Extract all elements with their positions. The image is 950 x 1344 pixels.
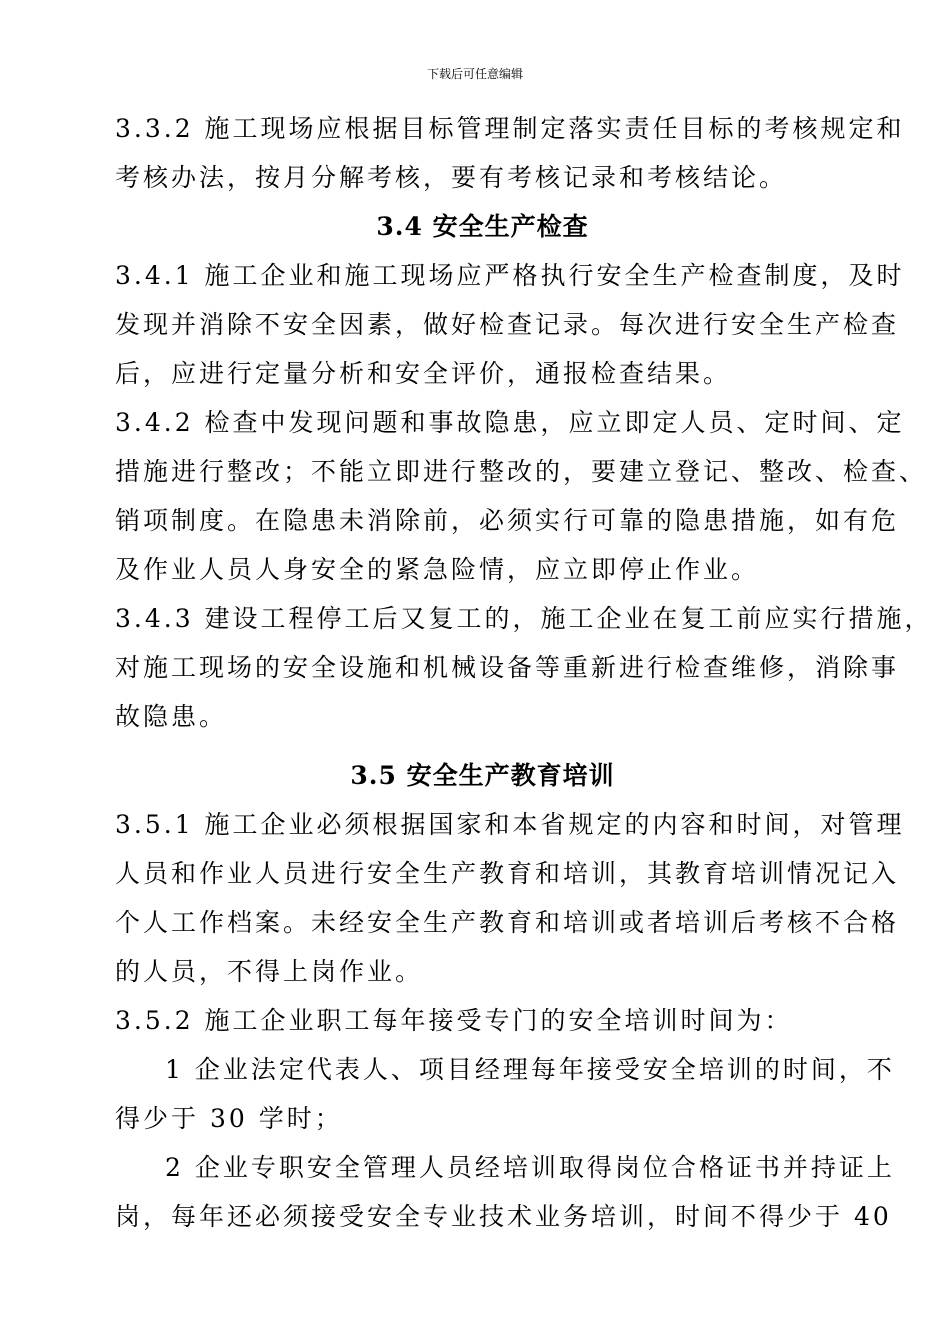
paragraph <box>115 398 928 594</box>
paragraph <box>115 1143 895 1241</box>
paragraph <box>115 996 850 1045</box>
paragraph-line: 3.4.2 检查中发现问题和事故隐患，应立即定人员、定时间、定 <box>115 408 905 437</box>
paragraph-line: 3.4.1 施工企业和施工现场应严格执行安全生产检查制度，及时 <box>115 261 905 290</box>
paragraph-line: 发现并消除不安全因素，做好检查记录。每次进行安全生产检查 <box>115 310 900 339</box>
section-heading: 3.4 安全生产检查 <box>376 212 589 241</box>
paragraph-line: 人员和作业人员进行安全生产教育和培训，其教育培训情况记入 <box>115 859 900 888</box>
paragraph-line: 1 企业法定代表人、项目经理每年接受安全培训的时间，不 <box>165 1055 895 1084</box>
paragraph <box>115 594 933 741</box>
paragraph-line: 得少于 30 学时； <box>115 1104 343 1133</box>
paragraph-line: 3.4.3 建设工程停工后又复工的，施工企业在复工前应实行措施， <box>115 604 933 633</box>
paragraph-line: 后，应进行定量分析和安全评价，通报检查结果。 <box>115 359 732 388</box>
paragraph-line: 3.5.1 施工企业必须根据国家和本省规定的内容和时间，对管理 <box>115 810 905 839</box>
paragraph-line: 岗，每年还必须接受安全专业技术业务培训，时间不得少于 40 <box>115 1202 892 1231</box>
paragraph-line: 故隐患。 <box>115 702 228 731</box>
paragraph <box>115 800 905 996</box>
paragraph-line: 2 企业专职安全管理人员经培训取得岗位合格证书并持证上 <box>165 1153 895 1182</box>
paragraph-line: 3.3.2 施工现场应根据目标管理制定落实责任目标的考核规定和 <box>115 114 905 143</box>
page-header-note: 下载后可任意编辑 <box>426 67 523 81</box>
paragraph-line: 对施工现场的安全设施和机械设备等重新进行检查维修，消除事 <box>115 653 900 682</box>
section-gap <box>115 741 850 751</box>
paragraph-line: 个人工作档案。未经安全生产教育和培训或者培训后考核不合格 <box>115 908 900 937</box>
paragraph <box>115 251 905 398</box>
paragraph <box>115 1045 895 1143</box>
paragraph-line: 及作业人员人身安全的紧急险情，应立即停止作业。 <box>115 555 760 584</box>
paragraph-line: 考核办法，按月分解考核，要有考核记录和考核结论。 <box>115 163 788 192</box>
section-heading: 3.5 安全生产教育培训 <box>350 761 615 790</box>
paragraph-line: 措施进行整改；不能立即进行整改的，要建立登记、整改、检查、 <box>115 457 928 486</box>
paragraph-line: 销项制度。在隐患未消除前，必须实行可靠的隐患措施，如有危 <box>115 506 900 535</box>
paragraph-line: 的人员，不得上岗作业。 <box>115 957 424 986</box>
paragraph-line: 3.5.2 施工企业职工每年接受专门的安全培训时间为： <box>115 1006 793 1035</box>
paragraph <box>115 104 905 202</box>
document-body <box>115 104 933 1241</box>
